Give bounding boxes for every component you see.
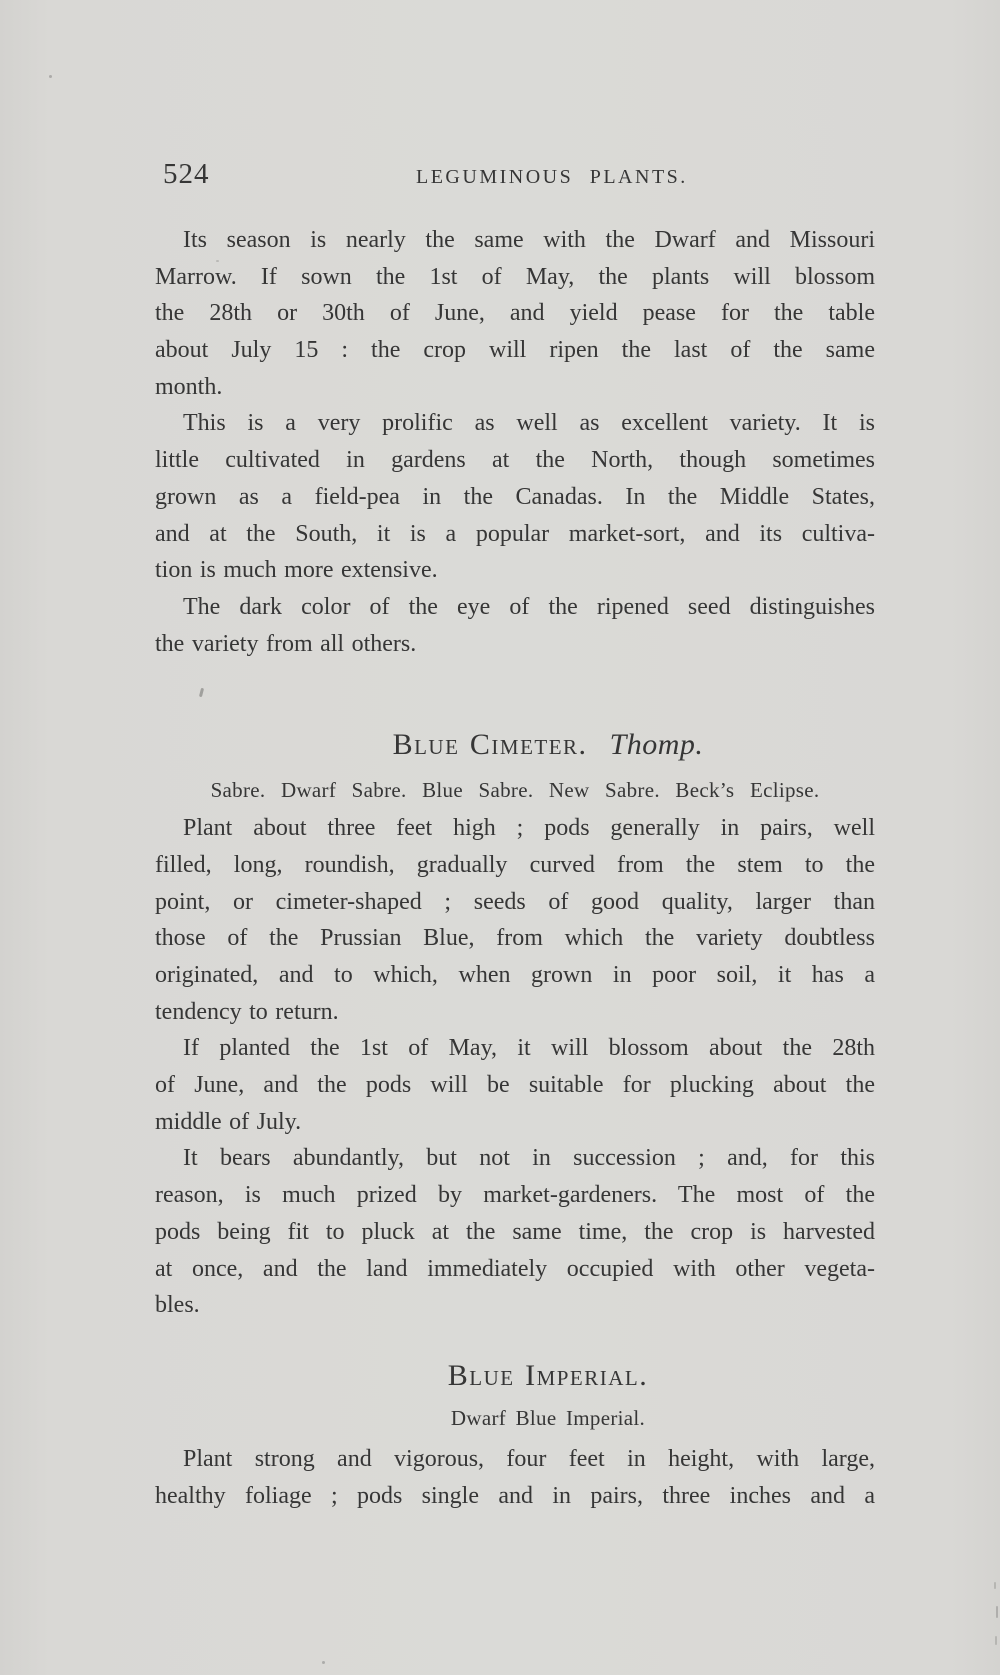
scan-speck — [994, 1582, 996, 1589]
text-line: The dark color of the eye of the ripened seed distinguishes — [183, 593, 875, 620]
text-line: Plant about three feet high ; pods generally in pairs, well — [183, 815, 875, 842]
text-line: pods being fit to pluck at the same time, the crop is harvested — [155, 1218, 875, 1245]
text-line: bles. — [155, 1292, 200, 1319]
variety-heading-title: Blue Imperial. — [447, 1358, 649, 1392]
scan-speck — [216, 260, 219, 262]
text-line: If planted the 1st of May, it will blossom about the 28th — [183, 1035, 875, 1062]
text-line: Marrow. If sown the 1st of May, the plants will blossom — [155, 263, 875, 290]
scan-speck — [996, 1606, 998, 1618]
text-block — [155, 222, 875, 1514]
running-head: LEGUMINOUS PLANTS. — [416, 166, 688, 188]
text-line: originated, and to which, when grown in poor soil, it has a — [155, 962, 875, 988]
paragraph — [155, 1441, 875, 1514]
variety-heading — [155, 1356, 875, 1396]
scan-speck — [49, 75, 52, 78]
text-line: little cultivated in gardens at the North, though sometimes — [155, 447, 875, 474]
paragraph — [155, 1140, 875, 1323]
text-line: those of the Prussian Blue, from which the variety doubtless — [155, 925, 875, 952]
text-line: about July 15 : the crop will ripen the last of the same — [155, 337, 875, 364]
text-line: month. — [155, 373, 223, 400]
page-number: 524 — [163, 158, 210, 190]
text-line: at once, and the land immediately occupied with other vegeta- — [155, 1255, 875, 1282]
text-line: tendency to return. — [155, 998, 339, 1025]
paragraph — [155, 405, 875, 588]
text-line: Its season is nearly the same with the Dwarf and Missouri — [183, 227, 875, 253]
paragraph — [155, 810, 875, 1030]
variety-heading-title: Blue Cimeter. — [392, 728, 588, 762]
text-line: middle of July. — [155, 1108, 302, 1135]
text-line: healthy foliage ; pods single and in pairs, three inches and a — [155, 1482, 875, 1509]
synonyms-line: Sabre. Dwarf Sabre. Blue Sabre. New Sabre. Beck’s Eclipse. — [210, 778, 820, 803]
text-line: of June, and the pods will be suitable for plucking about the — [155, 1072, 875, 1099]
variety-heading — [155, 725, 875, 765]
text-line: grown as a field-pea in the Canadas. In the Middle States, — [155, 483, 875, 510]
scan-speck — [995, 1636, 997, 1645]
text-line: the 28th or 30th of June, and yield pease for the table — [155, 300, 875, 327]
text-line: Plant strong and vigorous, four feet in height, with large, — [183, 1445, 875, 1472]
text-line: reason, is much prized by market-gardeners. The most of the — [155, 1182, 875, 1209]
paragraph — [155, 589, 875, 662]
synonyms-line: Dwarf Blue Imperial. — [450, 1405, 646, 1430]
paragraph — [155, 222, 875, 405]
text-line: This is a very prolific as well as excellent variety. It is — [183, 410, 875, 437]
text-line: tion is much more extensive. — [155, 557, 438, 584]
text-line: the variety from all others. — [155, 630, 417, 657]
paragraph — [155, 1030, 875, 1140]
scan-speck — [322, 1661, 325, 1664]
variety-heading-authority: Thomp. — [609, 728, 704, 762]
text-line: It bears abundantly, but not in succession ; and, for this — [183, 1145, 875, 1172]
text-line: and at the South, it is a popular market-sort, and its cultiva- — [155, 520, 875, 547]
text-line: filled, long, roundish, gradually curved from the stem to the — [155, 851, 875, 878]
text-line: point, or cimeter-shaped ; seeds of good quality, larger than — [155, 888, 875, 915]
